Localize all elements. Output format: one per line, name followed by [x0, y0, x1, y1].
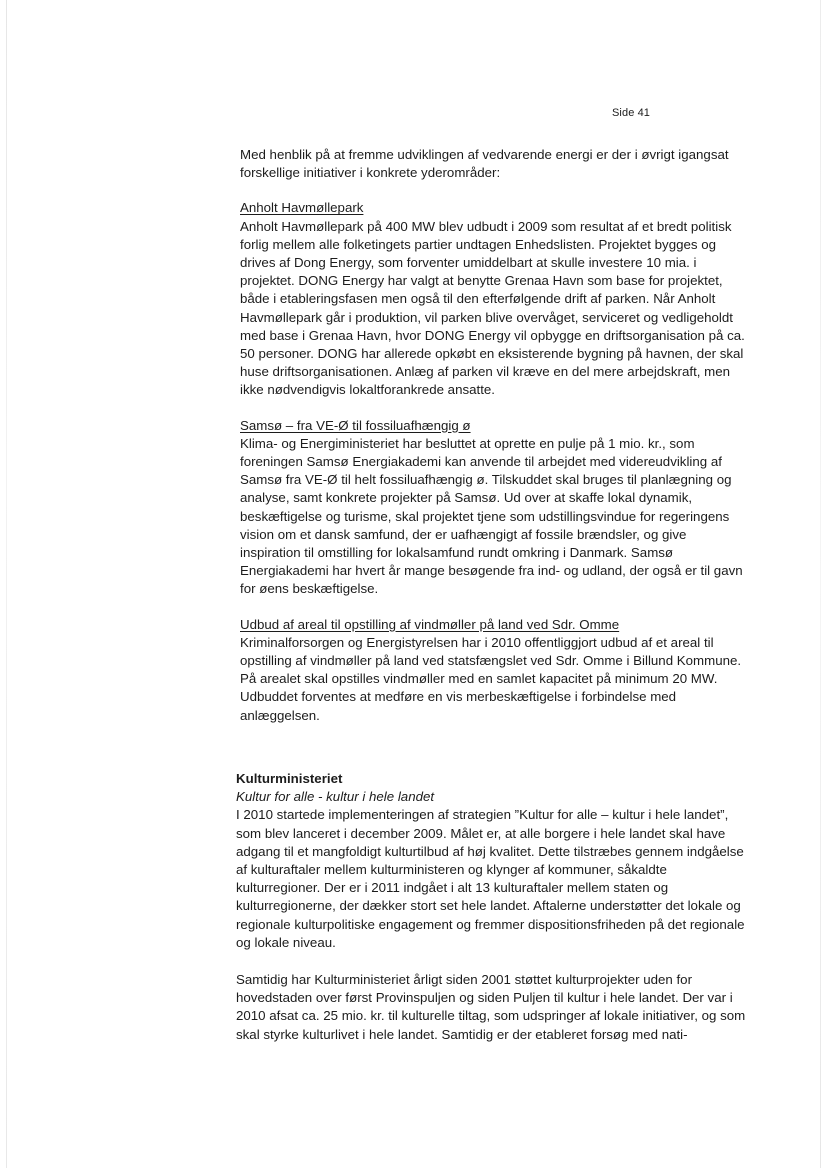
section-heading-samso: Samsø – fra VE-Ø til fossiluafhængig ø — [240, 417, 471, 433]
section-heading-sdr-omme: Udbud af areal til opstilling af vindmøller på land ved Sdr. Omme — [240, 616, 620, 632]
scan-edge-right — [820, 0, 821, 1168]
section-samso — [236, 417, 748, 599]
intro-paragraph: Med henblik på at fremme udviklingen af vedvarende energi er der i øvrigt igangsat forskellige initiativer i konkrete yderområder: — [240, 147, 729, 181]
section-anholt — [236, 199, 748, 399]
section-sdr-omme — [236, 616, 748, 725]
ministry-heading: Kulturministeriet — [236, 770, 343, 786]
section-body-samso: Klima- og Energiministeriet har besluttet at oprette en pulje på 1 mio. kr., som foreningen Samsø Energiakademi kan anvende til arbejdet med videreudvikling af Samsø fra VE-Ø til helt fossiluafhængig ø. Tilskuddet skal bruges til planlægning og analyse, samt konkrete projekter på Samsø. Ud over at skaffe lokal dynamik, beskæftigelse og turisme, skal projektet tjene som udstillingsvindue for regeringens vision om et dansk samfund, der er uafhængigt af fossile brændsler, og give inspiration til omstilling for lokalsamfund rundt omkring i Danmark. Samsø Energiakademi har hvert år mange besøgende fra ind- og udland, der også er til gavn for øens beskæftigelse. — [240, 435, 743, 597]
ministry-subheading: Kultur for alle - kultur i hele landet — [236, 789, 435, 805]
document-body — [236, 146, 748, 1044]
page-number: Side 41 — [612, 107, 651, 119]
section-kulturministeriet — [236, 770, 748, 1044]
section-body-anholt: Anholt Havmøllepark på 400 MW blev udbudt i 2009 som resultat af et bredt politisk forlig mellem alle folketingets partier undtagen Enhedslisten. Projektet bygges og drives af Dong Energy, som forventer umiddelbart at skulle investere 10 mia. i projektet. DONG Energy har valgt at benytte Grenaa Havn som base for projektet, både i etableringsfasen men også til den efterfølgende drift af parken. Når Anholt Havmøllepark går i produktion, vil parken blive overvåget, serviceret og vedligeholdt med base i Grenaa Havn, hvor DONG Energy vil opbygge en driftsorganisation på ca. 50 personer. DONG har allerede opkøbt en eksisterende bygning på havnen, der skal huse driftsorganisationen. Anlæg af parken vil kræve en del mere arbejdskraft, men ikke nødvendigvis lokaltforankrede ansatte. — [240, 218, 745, 398]
scan-edge-left — [6, 0, 7, 1168]
ministry-paragraph-2: Samtidig har Kulturministeriet årligt siden 2001 støttet kulturprojekter uden for hovedstaden over først Provinspuljen og siden Puljen til kultur i hele landet. Der var i 2010 afsat ca. 25 mio. kr. til kulturelle tiltag, som udspringer af lokale initiativer, og som skal styrke kulturlivet i hele landet. Samtidig er der etableret forsøg med nati- — [236, 971, 746, 1042]
section-heading-anholt: Anholt Havmøllepark — [240, 200, 364, 216]
ministry-paragraph-1: I 2010 startede implementeringen af strategien ”Kultur for alle – kultur i hele landet”, som blev lanceret i december 2009. Målet er, at alle borgere i hele landet skal have adgang til et mangfoldigt kulturtilbud af høj kvalitet. Dette tilstræbes gennem indgåelse af kulturaftaler mellem kulturministeren og klynger af kommuner, såkaldte kulturregioner. Der er i 2011 indgået i alt 13 kulturaftaler mellem staten og kulturregionerne, der dækker stort set hele landet. Aftalerne understøtter det lokale og regionale kulturpolitiske engagement og fremmer dispositionsfriheden på det regionale og lokale niveau. — [236, 807, 745, 950]
section-body-sdr-omme: Kriminalforsorgen og Energistyrelsen har i 2010 offentliggjort udbud af et areal til opstilling af vindmøller på land ved statsfængslet ved Sdr. Omme i Billund Kommune. På arealet skal opstilles vindmøller med en samlet kapacitet på minimum 20 MW. Udbuddet forventes at medføre en vis merbeskæftigelse i forbindelse med anlæggelsen. — [240, 634, 742, 723]
